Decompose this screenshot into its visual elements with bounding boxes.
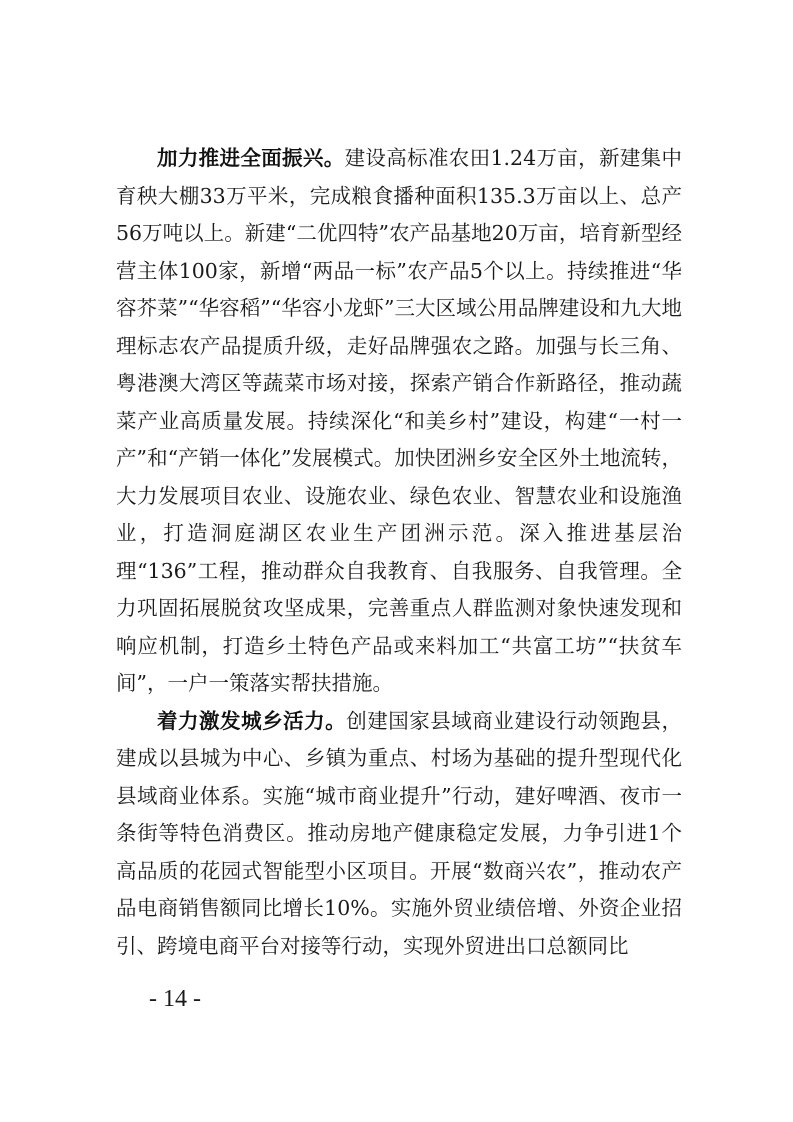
paragraph-lead-heading: 加力推进全面振兴。: [157, 146, 345, 170]
paragraph-body: 建设高标准农田1.24万亩，新建集中育秧大棚33万平米，完成粮食播种面积135.3万亩以上、总产56万吨以上。新建“二优四特”农产品基地20万亩，培育新型经营主体100家，新增“两品一标”农产品5个以上。持续推进“华容芥菜”“华容稻”“华容小龙虾”三大区域公用品牌建设和九大地理标志农产品提质升级，走好品牌强农之路。加强与长三角、粤港澳大湾区等蔬菜市场对接，探索产销合作新路径，推动蔬菜产业高质量发展。持续深化“和美乡村”建设，构建“一村一产”和“产销一体化”发展模式。加快团洲乡安全区外土地流转，大力发展项目农业、设施农业、绿色农业、智慧农业和设施渔业，打造洞庭湖区农业生产团洲示范。深入推进基层治理“136”工程，推动群众自我教育、自我服务、自我管理。全力巩固拓展脱贫攻坚成果，完善重点人群监测对象快速发现和响应机制，打造乡土特色产品或来料加工“共富工坊”“扶贫车间”，一户一策落实帮扶措施。: [116, 146, 682, 695]
page-number: - 14 -: [149, 986, 201, 1012]
paragraph-lead-heading: 着力激发城乡活力。: [157, 708, 347, 733]
paragraph-rural-revitalization: [116, 140, 682, 703]
paragraph-body: 创建国家县域商业建设行动领跑县，建成以县城为中心、乡镇为重点、村场为基础的提升型现代化县域商业体系。实施“城市商业提升”行动，建好啤酒、夜市一条街等特色消费区。推动房地产健康稳定发展，力争引进1个高品质的花园式智能型小区项目。开展“数商兴农”，推动农产品电商销售额同比增长10%。实施外贸业绩倍增、外资企业招引、跨境电商平台对接等行动，实现外贸进出口总额同比: [116, 708, 682, 958]
paragraph-urban-rural-vitality: [116, 703, 682, 966]
body-text: [116, 140, 682, 965]
